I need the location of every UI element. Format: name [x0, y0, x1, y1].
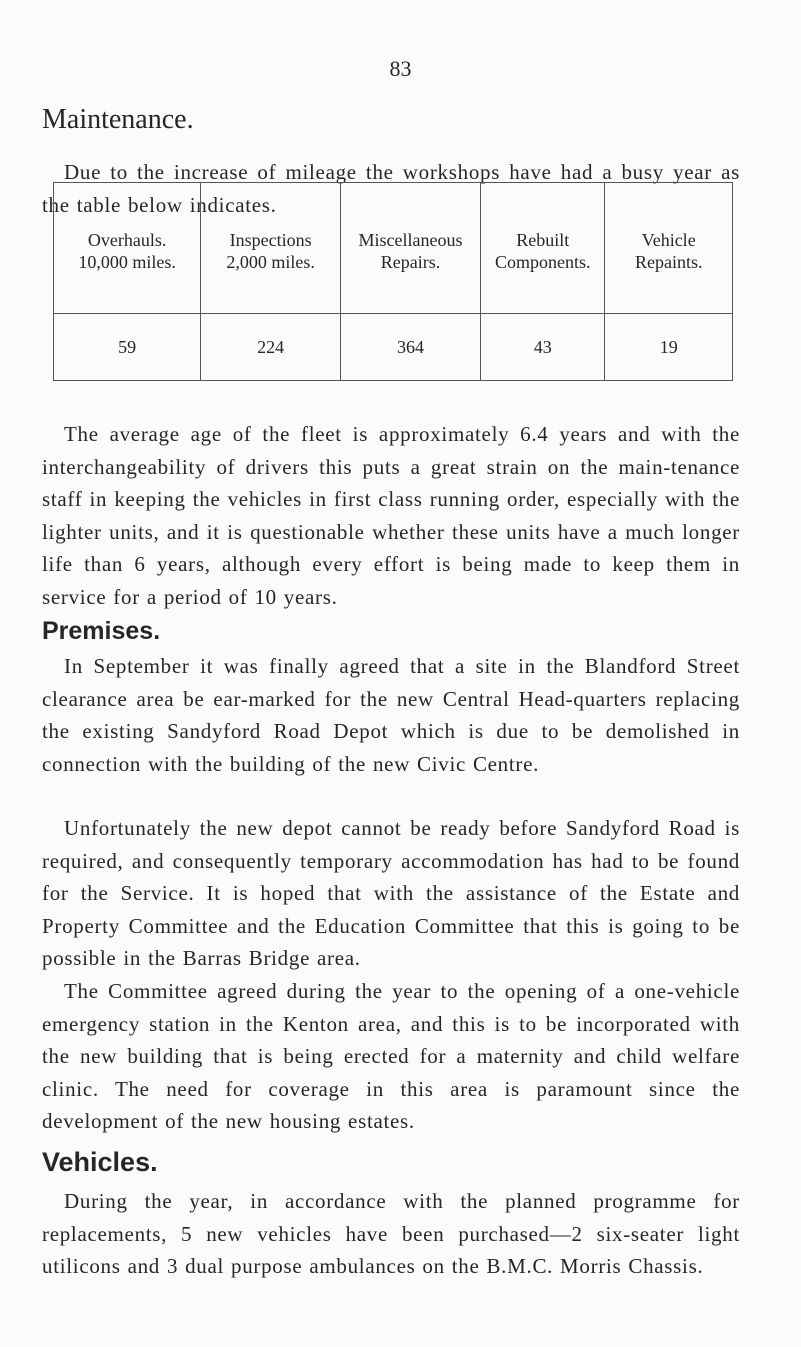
header-rebuilt [481, 183, 605, 314]
vehicles-paragraph: During the year, in accordance with the planned programme for replacements, 5 new vehicles have been purchased—2 six-seater light utilicons and 3 dual purpose ambulances on the B.M.C. Morris Chassis. [42, 1189, 740, 1278]
premises-paragraph-1: In September it was finally agreed that a site in the Blandford Street clearance area be ear-marked for the new Central Head-quarters replacing the existing Sandyford Road Depot which is due to be demolished in connection with the building of the new Civic Centre. [42, 654, 740, 776]
header-inspections [201, 183, 341, 314]
value-overhauls: 59 [54, 314, 201, 381]
value-inspections: 224 [201, 314, 341, 381]
table-row [54, 314, 733, 381]
page-number: 83 [389, 56, 412, 81]
maintenance-heading: Maintenance. [42, 104, 194, 135]
header-inspections-line2: 2,000 miles. [226, 252, 315, 272]
premises-heading: Premises. [42, 617, 161, 645]
table-header-row [54, 183, 733, 314]
value-miscellaneous: 364 [340, 314, 480, 381]
header-inspections-line1: Inspections [229, 230, 312, 250]
header-rebuilt-line1: Rebuilt [516, 230, 570, 250]
premises-paragraph-3: The Committee agreed during the year to the opening of a one-vehicle emergency station in the Kenton area, and this is to be incorporated with the new building that is being erected for a maternity and child welfare clinic. The need for coverage in this area is paramount since the development of the new housing estates. [42, 979, 740, 1133]
maintenance-intro: Due to the increase of mileage the workshops have had a busy year as the table below indicates. [42, 160, 740, 217]
header-miscellaneous-line2: Repairs. [380, 252, 441, 272]
header-vehicle-line2: Repaints. [634, 252, 703, 272]
vehicles-heading: Vehicles. [42, 1147, 158, 1177]
header-vehicle-line1: Vehicle [641, 230, 696, 250]
maintenance-paragraph: The average age of the fleet is approximately 6.4 years and with the interchangeability of drivers this puts a great strain on the main-tenance staff in keeping the vehicles in first class running order, especially with the lighter units, and it is questionable whether these units have a much longer life than 6 years, although every effort is being made to keep them in service for a period of 10 years. [42, 422, 740, 609]
header-overhauls-line2: 10,000 miles. [78, 252, 176, 272]
premises-paragraph-2: Unfortunately the new depot cannot be ready before Sandyford Road is required, and consequently temporary accommodation has had to be found for the Service. It is hoped that with the assistance of the Estate and Property Committee and the Education Committee that this is going to be possible in the Barras Bridge area. [42, 816, 740, 970]
header-miscellaneous-line1: Miscellaneous [358, 230, 463, 250]
header-vehicle [605, 183, 733, 314]
header-overhauls [54, 183, 201, 314]
header-overhauls-line1: Overhauls. [87, 230, 167, 250]
maintenance-table [53, 182, 733, 381]
value-vehicle: 19 [605, 314, 733, 381]
header-miscellaneous [340, 183, 480, 314]
value-rebuilt: 43 [481, 314, 605, 381]
header-rebuilt-line2: Components. [494, 252, 591, 272]
